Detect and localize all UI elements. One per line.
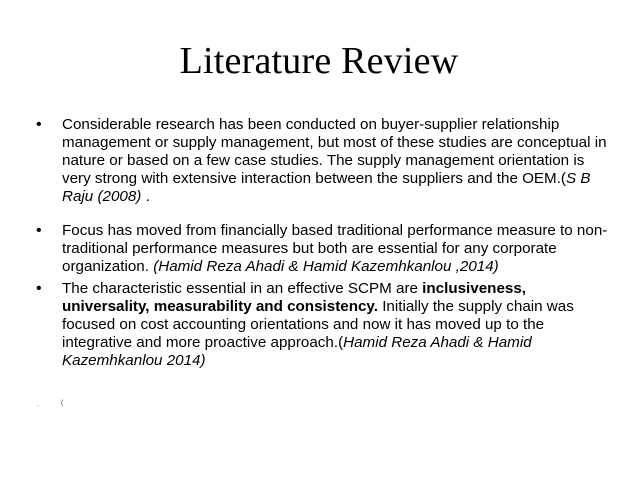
bullet-dot: • xyxy=(36,222,42,239)
bullet-item xyxy=(36,280,610,370)
bullet-dot: • xyxy=(36,116,42,133)
stray-mark: ( xyxy=(61,400,64,407)
bullet-text: Focus has moved from financially based traditional performance measure to non-traditional performance measures but both are essential for any corporate organization. xyxy=(62,222,608,275)
bullet-text: Considerable research has been conducted on buyer-supplier relationship management or supply management, but most of these studies are conceptual in nature or based on a few case studies. The supply management orientation is very strong with extensive interaction between the suppliers and the OEM.( xyxy=(62,116,607,187)
bullet-text: The characteristic essential in an effective SCPM are xyxy=(62,280,423,297)
slide-title: Literature Review xyxy=(179,40,459,82)
citation: Hamid Reza Ahadi & Hamid Kazemhkanlou 2014) xyxy=(62,334,532,369)
citation: (Hamid Reza Ahadi & Hamid Kazemhkanlou ,2014) xyxy=(153,258,499,275)
bullet-dot: • xyxy=(36,280,42,297)
citation: S B Raju (2008) xyxy=(62,170,591,205)
bold-keywords: inclusiveness, universality, measurability and consistency. xyxy=(62,280,527,315)
bullet-item xyxy=(36,222,610,276)
bullet-item xyxy=(36,116,610,206)
bullet-text-cont: Initially the supply chain was focused on cost accounting orientations and now it has moved up to the integrative and more proactive approach.( xyxy=(62,298,574,351)
stray-mark: . xyxy=(37,401,39,408)
bullet-text-end: . xyxy=(141,188,150,205)
